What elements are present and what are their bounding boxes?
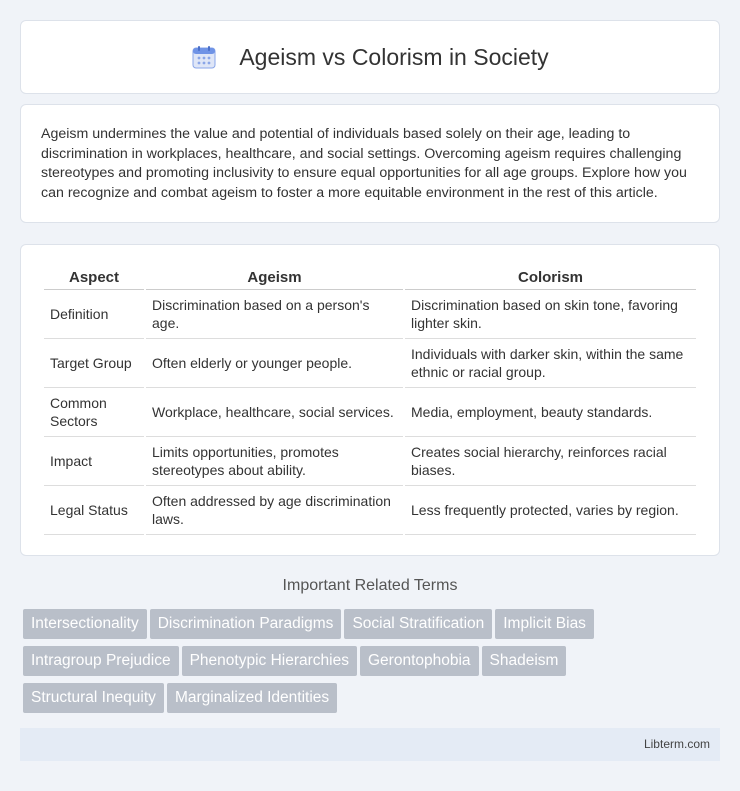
table-row (44, 486, 696, 535)
footer-site-link[interactable]: Libterm.com (643, 737, 710, 751)
table-cell: Discrimination based on a person's age. (146, 290, 403, 339)
column-header: Colorism (405, 265, 696, 290)
column-header: Ageism (146, 265, 403, 290)
term-tag[interactable]: Implicit Bias (495, 609, 594, 639)
term-tag[interactable]: Discrimination Paradigms (150, 609, 342, 639)
column-header: Aspect (44, 265, 144, 290)
title-card (20, 20, 720, 94)
table-cell: Impact (44, 437, 144, 486)
term-tag[interactable]: Social Stratification (344, 609, 492, 639)
table-row (44, 339, 696, 388)
table-cell: Workplace, healthcare, social services. (146, 388, 403, 437)
table-cell: Target Group (44, 339, 144, 388)
comparison-card (20, 244, 720, 556)
term-tag[interactable]: Phenotypic Hierarchies (182, 646, 357, 676)
intro-card (20, 104, 720, 223)
calendar-icon (191, 44, 217, 70)
page-title: Ageism vs Colorism in Society (239, 43, 549, 70)
table-cell: Legal Status (44, 486, 144, 535)
table-cell: Discrimination based on skin tone, favoring lighter skin. (405, 290, 696, 339)
table-cell: Less frequently protected, varies by region. (405, 486, 696, 535)
term-tag[interactable]: Marginalized Identities (167, 683, 337, 713)
table-cell: Often elderly or younger people. (146, 339, 403, 388)
table-cell: Media, employment, beauty standards. (405, 388, 696, 437)
comparison-table (42, 265, 698, 535)
table-cell: Definition (44, 290, 144, 339)
table-cell: Creates social hierarchy, reinforces racial biases. (405, 437, 696, 486)
footer (20, 728, 720, 761)
table-cell: Individuals with darker skin, within the same ethnic or racial group. (405, 339, 696, 388)
table-header-row (44, 265, 696, 290)
table-cell: Limits opportunities, promotes stereotypes about ability. (146, 437, 403, 486)
related-terms-list (23, 609, 723, 720)
term-tag[interactable]: Shadeism (482, 646, 567, 676)
related-terms-title: Important Related Terms (282, 577, 458, 594)
table-cell: Often addressed by age discrimination laws. (146, 486, 403, 535)
table-row (44, 437, 696, 486)
table-cell: Common Sectors (44, 388, 144, 437)
term-tag[interactable]: Structural Inequity (23, 683, 164, 713)
term-tag[interactable]: Intersectionality (23, 609, 147, 639)
table-row (44, 290, 696, 339)
term-tag[interactable]: Gerontophobia (360, 646, 479, 676)
table-row (44, 388, 696, 437)
term-tag[interactable]: Intragroup Prejudice (23, 646, 179, 676)
intro-text: Ageism undermines the value and potential of individuals based solely on their age, leading to discrimination in workplaces, healthcare, and social settings. Overcoming ageism requires challenging stereotypes and promoting inclusivity to ensure equal opportunities for all age groups. Explore how you can recognize and combat ageism to foster a more equitable environment in the rest of this article. (41, 126, 687, 201)
